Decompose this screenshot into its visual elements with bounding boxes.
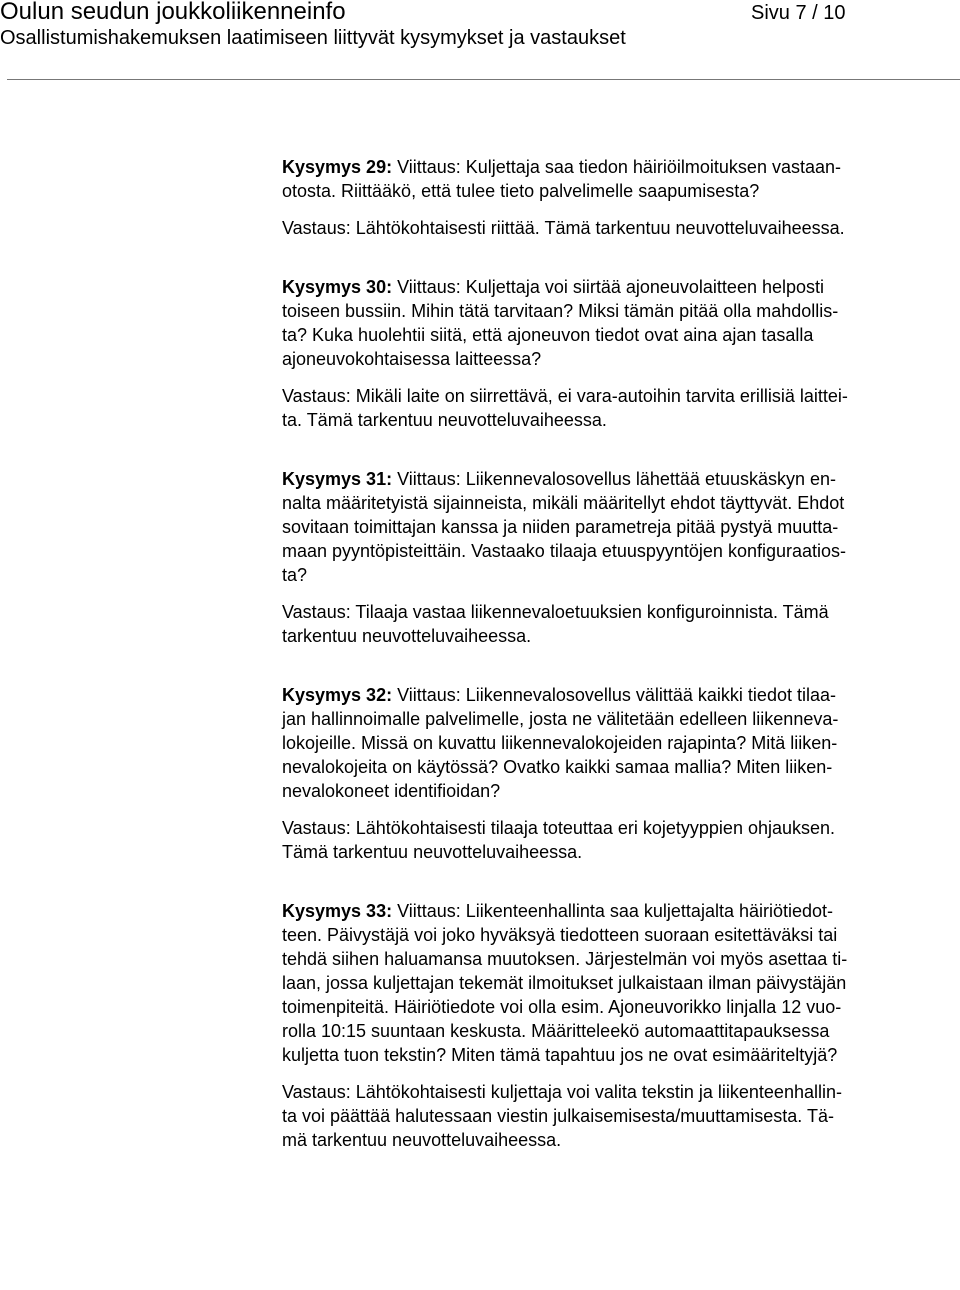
question-text: toimenpiteitä. Häiriötiedote voi olla esim. Ajoneuvorikko linjalla 12 vuo- bbox=[282, 997, 842, 1017]
answer-text: Vastaus: Lähtökohtaisesti kuljettaja voi valita tekstin ja liikenteenhallin- bbox=[282, 1082, 842, 1102]
question-text: Viittaus: Liikenteenhallinta saa kuljettajalta häiriötiedot- bbox=[392, 901, 834, 921]
qa-list bbox=[282, 155, 952, 1152]
question-text: nevalokoneet identifioidan? bbox=[282, 781, 501, 801]
question-text: otosta. Riittääkö, että tulee tieto palvelimelle saapumisesta? bbox=[282, 181, 760, 201]
question-text: ta? Kuka huolehtii siitä, että ajoneuvon tiedot ovat aina ajan tasalla bbox=[282, 325, 814, 345]
answer bbox=[282, 600, 952, 648]
question-text: sovitaan toimittajan kanssa ja niiden parametreja pitää pystyä muutta- bbox=[282, 517, 839, 537]
answer-text: Vastaus: Lähtökohtaisesti tilaaja toteuttaa eri kojetyyppien ohjauksen. bbox=[282, 818, 836, 838]
answer-text: mä tarkentuu neuvotteluvaiheessa. bbox=[282, 1130, 562, 1150]
question bbox=[282, 467, 952, 587]
question-label: Kysymys 33: bbox=[282, 901, 393, 921]
question-label: Kysymys 32: bbox=[282, 685, 393, 705]
question-text: Viittaus: Liikennevalosovellus välittää kaikki tiedot tilaa- bbox=[392, 685, 836, 705]
answer bbox=[282, 816, 952, 864]
question-text: Viittaus: Kuljettaja voi siirtää ajoneuvolaitteen helposti bbox=[392, 277, 825, 297]
answer bbox=[282, 1080, 952, 1152]
question-label: Kysymys 31: bbox=[282, 469, 393, 489]
question-text: ta? bbox=[282, 565, 308, 585]
question bbox=[282, 155, 952, 203]
qa-item bbox=[282, 155, 952, 240]
question-text: laan, jossa kuljettajan tekemät ilmoitukset julkaistaan ilman päivystäjän bbox=[282, 973, 847, 993]
question-label: Kysymys 30: bbox=[282, 277, 393, 297]
question-text: tehdä siihen haluamansa muutoksen. Järjestelmän voi myös asettaa ti- bbox=[282, 949, 848, 969]
header-divider bbox=[7, 79, 960, 80]
question-text: Viittaus: Liikennevalosovellus lähettää etuuskäskyn en- bbox=[392, 469, 837, 489]
qa-item bbox=[282, 899, 952, 1152]
answer-text: Vastaus: Tilaaja vastaa liikennevaloetuuksien konfiguroinnista. Tämä bbox=[282, 602, 829, 622]
answer-text: Vastaus: Lähtökohtaisesti riittää. Tämä tarkentuu neuvotteluvaiheessa. bbox=[282, 218, 845, 238]
document-title: Oulun seudun joukkoliikenneinfo bbox=[0, 0, 346, 25]
question-text: Viittaus: Kuljettaja saa tiedon häiriöilmoituksen vastaan- bbox=[392, 157, 841, 177]
question-text: teen. Päivystäjä voi joko hyväksyä tiedotteen suoraan esitettäväksi tai bbox=[282, 925, 838, 945]
question-text: nevalokojeita on käytössä? Ovatko kaikki samaa mallia? Miten liiken- bbox=[282, 757, 833, 777]
answer-text: ta. Tämä tarkentuu neuvotteluvaiheessa. bbox=[282, 410, 607, 430]
qa-item bbox=[282, 275, 952, 432]
answer bbox=[282, 216, 952, 240]
answer-text: Tämä tarkentuu neuvotteluvaiheessa. bbox=[282, 842, 583, 862]
question-text: toiseen bussiin. Mihin tätä tarvitaan? Miksi tämän pitää olla mahdollis- bbox=[282, 301, 839, 321]
question-text: ajoneuvokohtaisessa laitteessa? bbox=[282, 349, 542, 369]
question-text: jan hallinnoimalle palvelimelle, josta ne välitetään edelleen liikenneva- bbox=[282, 709, 839, 729]
question-text: nalta määritetyistä sijainneista, mikäli määritellyt ehdot täyttyvät. Ehdot bbox=[282, 493, 845, 513]
page-number: Sivu 7 / 10 bbox=[751, 2, 846, 24]
document-subtitle: Osallistumishakemuksen laatimiseen liittyvät kysymykset ja vastaukset bbox=[0, 27, 626, 49]
question bbox=[282, 683, 952, 803]
question bbox=[282, 899, 952, 1067]
question-text: maan pyyntöpisteittäin. Vastaako tilaaja etuuspyyntöjen konfiguraatios- bbox=[282, 541, 847, 561]
answer-text: Vastaus: Mikäli laite on siirrettävä, ei vara-autoihin tarvita erillisiä laittei- bbox=[282, 386, 848, 406]
question-text: kuljetta tuon tekstin? Miten tämä tapahtuu jos ne ovat esimääriteltyjä? bbox=[282, 1045, 838, 1065]
question-text: rolla 10:15 suuntaan keskusta. Määritteleekö automaattitapauksessa bbox=[282, 1021, 830, 1041]
answer-text: tarkentuu neuvotteluvaiheessa. bbox=[282, 626, 532, 646]
question-label: Kysymys 29: bbox=[282, 157, 393, 177]
question-text: lokojeille. Missä on kuvattu liikennevalokojeiden rajapinta? Mitä liiken- bbox=[282, 733, 838, 753]
qa-item bbox=[282, 467, 952, 648]
answer-text: ta voi päättää halutessaan viestin julkaisemisesta/muuttamisesta. Tä- bbox=[282, 1106, 834, 1126]
question bbox=[282, 275, 952, 371]
qa-item bbox=[282, 683, 952, 864]
answer bbox=[282, 384, 952, 432]
